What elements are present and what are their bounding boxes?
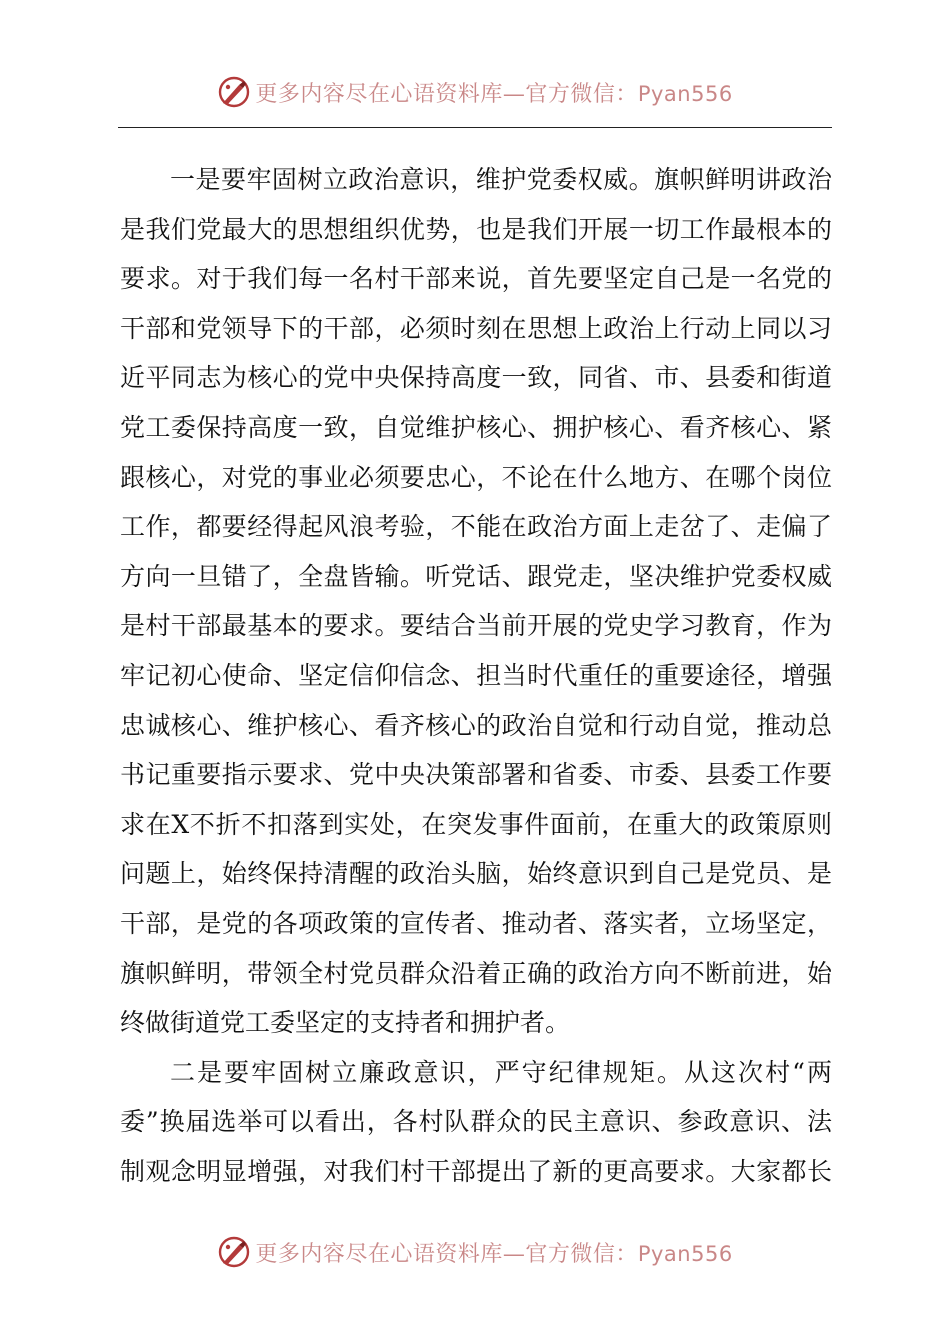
paragraph-line: 问题上，始终保持清醒的政治头脑，始终意识到自己是党员、是: [120, 859, 832, 889]
paragraph-line: 要求。对于我们每一名村干部来说，首先要坚定自己是一名党的: [120, 264, 832, 294]
paragraph-line: 干部，是党的各项政策的宣传者、推动者、落实者，立场坚定，: [120, 908, 832, 938]
paragraph-line: 干部和党领导下的干部，必须时刻在思想上政治上行动上同以习: [120, 313, 832, 343]
paragraph-line: 旗帜鲜明，带领全村党员群众沿着正确的政治方向不断前进，始: [120, 958, 832, 988]
footer-watermark: [0, 1230, 950, 1274]
pen-logo-icon: [217, 75, 251, 109]
paragraph-line: 二是要牢固树立廉政意识，严守纪律规矩。从这次村“两: [170, 1057, 832, 1087]
paragraph-line: 是我们党最大的思想组织优势，也是我们开展一切工作最根本的: [120, 214, 832, 244]
paragraph-line: 牢记初心使命、坚定信仰信念、担当时代重任的重要途径，增强: [120, 660, 832, 690]
header-divider: [118, 127, 832, 128]
paragraph-line: 委”换届选举可以看出，各村队群众的民主意识、参政意识、法: [120, 1107, 832, 1137]
paragraph-line: 工作，都要经得起风浪考验，不能在政治方面上走岔了、走偏了: [120, 512, 832, 542]
document-body: [120, 155, 832, 1196]
header-watermark-id: Pyan556: [637, 81, 733, 106]
paragraph-line: 制观念明显增强，对我们村干部提出了新的更高要求。大家都长: [120, 1156, 832, 1186]
paragraph-line: 党工委保持高度一致，自觉维护核心、拥护核心、看齐核心、紧: [120, 412, 832, 442]
header-watermark-cn: 更多内容尽在心语资料库—官方微信：: [255, 81, 638, 107]
paragraph-line: 一是要牢固树立政治意识，维护党委权威。旗帜鲜明讲政治: [170, 165, 832, 194]
paragraph-line: 忠诚核心、维护核心、看齐核心的政治自觉和行动自觉，推动总: [120, 710, 832, 740]
paragraph-line: 跟核心，对党的事业必须要忠心，不论在什么地方、在哪个岗位: [120, 462, 832, 492]
paragraph-line: 近平同志为核心的党中央保持高度一致，同省、市、县委和街道: [120, 363, 832, 393]
paragraph-line: 求在X不折不扣落到实处，在突发事件面前，在重大的政策原则: [120, 809, 832, 839]
paragraph-line: 方向一旦错了，全盘皆输。听党话、跟党走，坚决维护党委权威: [120, 561, 832, 591]
paragraph-line: 是村干部最基本的要求。要结合当前开展的党史学习教育，作为: [120, 611, 832, 641]
footer-watermark-cn: 更多内容尽在心语资料库—官方微信：: [255, 1241, 638, 1267]
paragraph-line: 终做街道党工委坚定的支持者和拥护者。: [120, 1008, 571, 1038]
footer-watermark-id: Pyan556: [637, 1241, 733, 1266]
header-watermark: [0, 70, 950, 114]
paragraph-line: 书记重要指示要求、党中央决策部署和省委、市委、县委工作要: [120, 760, 832, 790]
header-watermark-label: [255, 77, 732, 108]
footer-watermark-label: [255, 1237, 732, 1268]
pen-logo-icon: [217, 1235, 251, 1269]
